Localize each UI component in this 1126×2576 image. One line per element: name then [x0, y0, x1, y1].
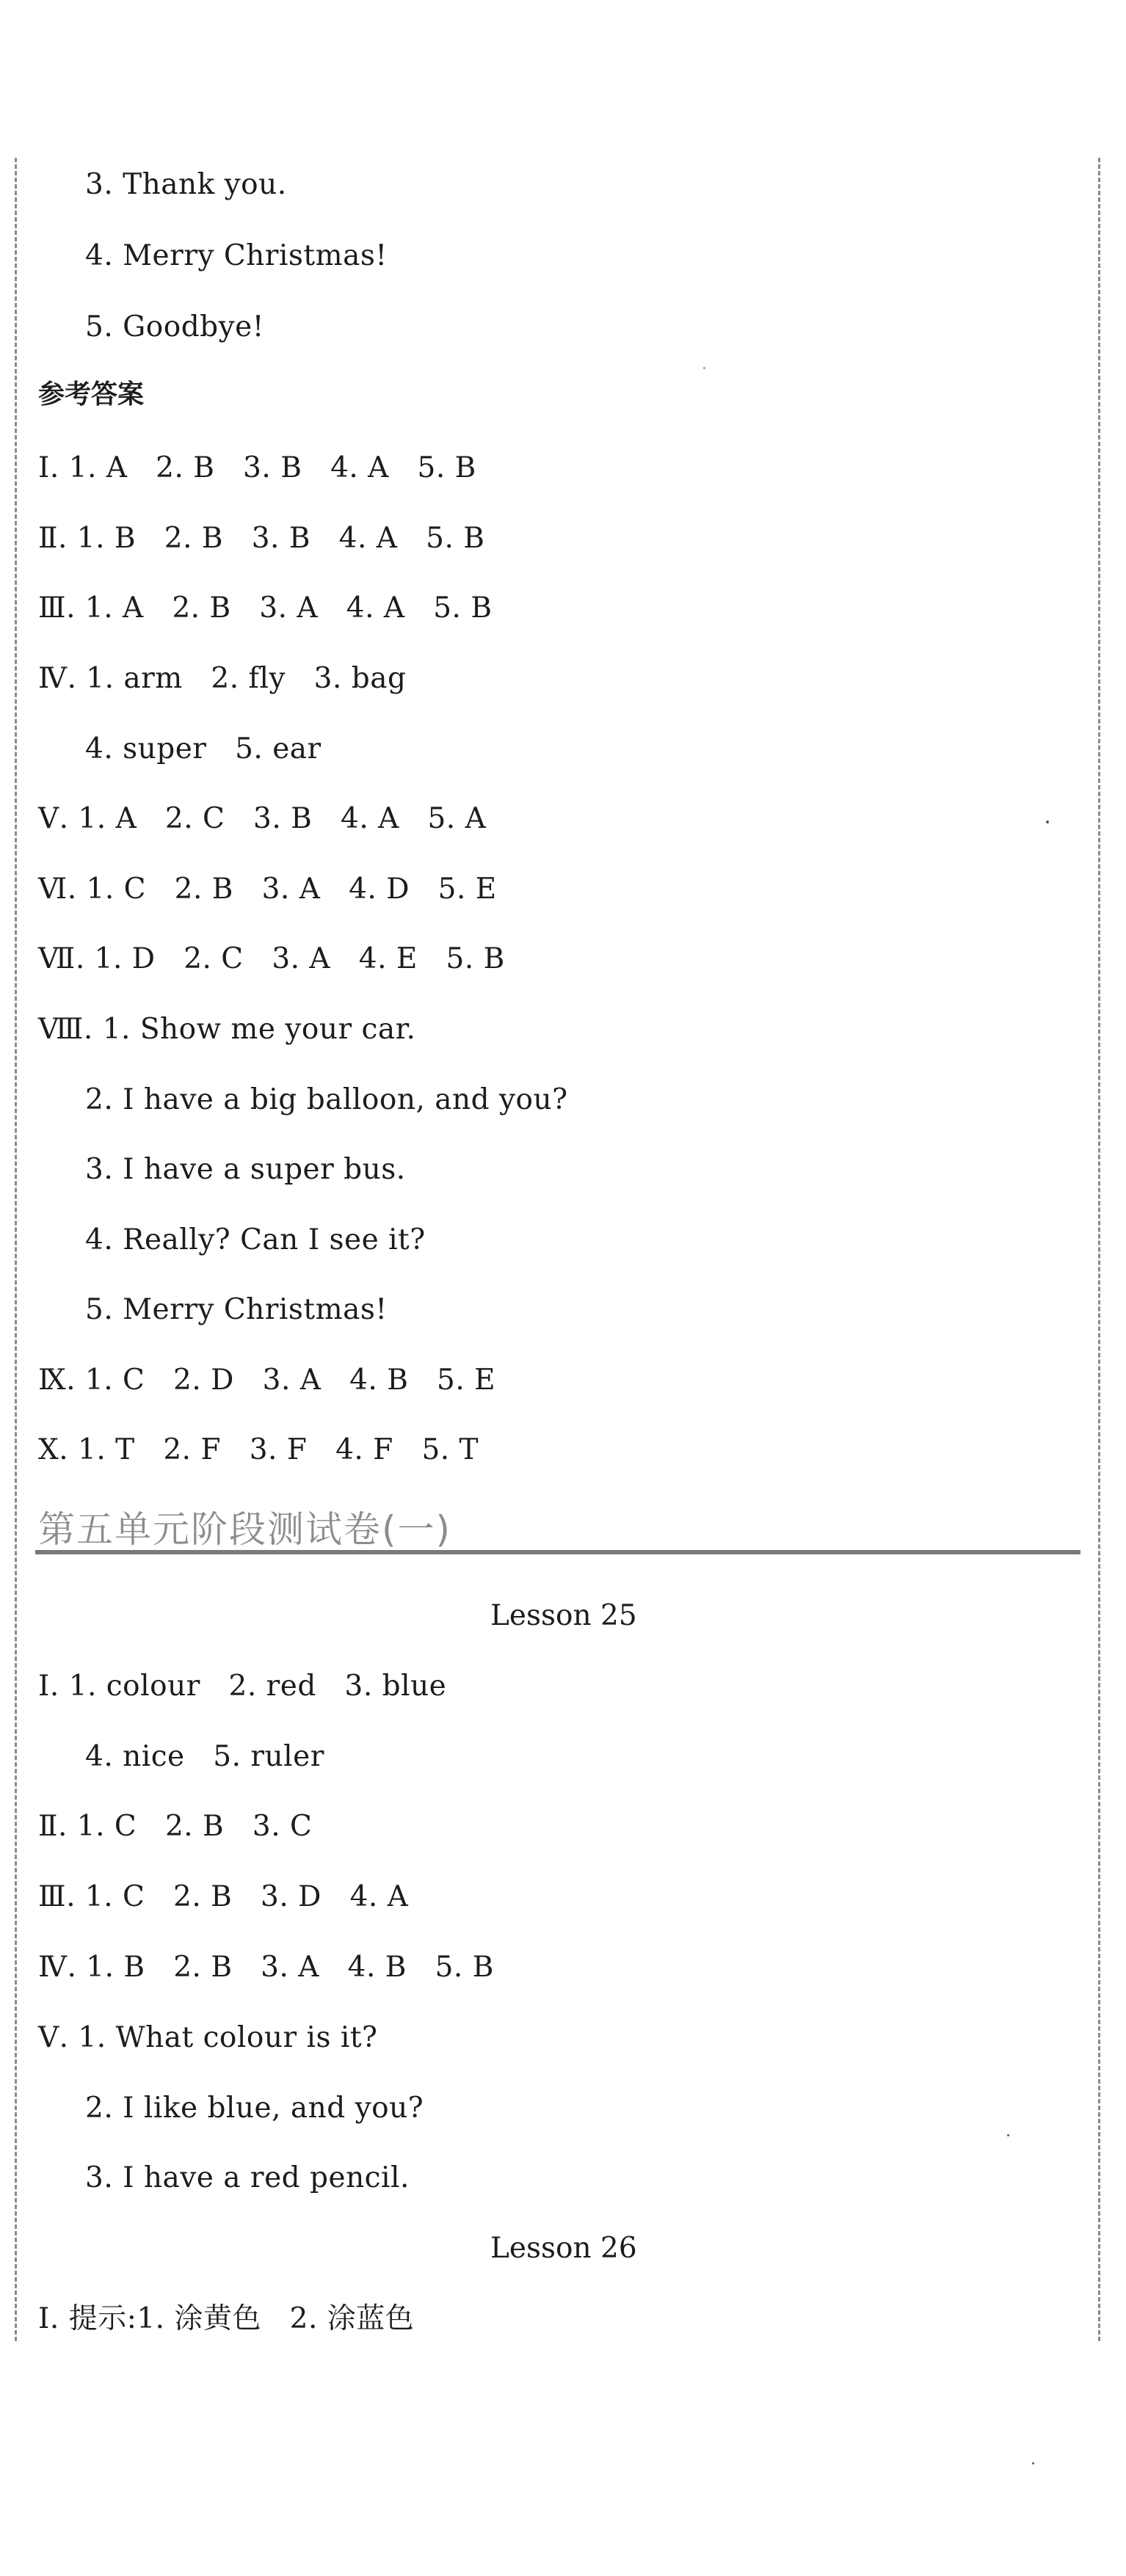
lesson-25-title: Lesson 25: [490, 1599, 637, 1632]
lesson25-line: 3. I have a red pencil.: [85, 2161, 410, 2194]
answer-line: Ⅵ. 1. C 2. B 3. A 4. D 5. E: [38, 873, 497, 906]
answer-line: Ⅶ. 1. D 2. C 3. A 4. E 5. B: [38, 942, 505, 975]
lesson25-line: 2. I like blue, and you?: [85, 2092, 424, 2125]
scan-speck: [1046, 821, 1049, 823]
lesson25-line: Ⅴ. 1. What colour is it?: [38, 2021, 378, 2054]
lesson25-line: 4. nice 5. ruler: [85, 1740, 324, 1773]
answer-line: 3. I have a super bus.: [85, 1153, 406, 1186]
scan-speck: [703, 367, 705, 369]
text-line: 3. Thank you.: [85, 168, 287, 201]
answer-line: 2. I have a big balloon, and you?: [85, 1083, 568, 1116]
answer-line: Ⅰ. 1. A 2. B 3. B 4. A 5. B: [38, 451, 476, 484]
answer-line: Ⅸ. 1. C 2. D 3. A 4. B 5. E: [38, 1364, 496, 1397]
section-divider: [35, 1550, 1080, 1554]
answer-line: Ⅴ. 1. A 2. C 3. B 4. A 5. A: [38, 802, 487, 835]
lesson26-line: Ⅰ. 提示:1. 涂黄色 2. 涂蓝色: [38, 2302, 415, 2335]
text-line: 5. Goodbye!: [85, 310, 264, 343]
lesson25-line: Ⅰ. 1. colour 2. red 3. blue: [38, 1670, 447, 1703]
answer-heading: 参考答案: [38, 379, 145, 410]
answer-line: 4. Really? Can I see it?: [85, 1223, 426, 1256]
lesson25-line: Ⅳ. 1. B 2. B 3. A 4. B 5. B: [38, 1951, 494, 1984]
answer-line: Ⅲ. 1. A 2. B 3. A 4. A 5. B: [38, 592, 493, 625]
answer-line: 5. Merry Christmas!: [85, 1293, 388, 1326]
left-dashed-border: [15, 158, 17, 2341]
answer-line: Ⅳ. 1. arm 2. fly 3. bag: [38, 662, 407, 695]
lesson25-line: Ⅱ. 1. C 2. B 3. C: [38, 1810, 313, 1843]
scan-speck: [1032, 2462, 1034, 2464]
lesson-26-title: Lesson 26: [490, 2232, 637, 2265]
text-line: 4. Merry Christmas!: [85, 239, 388, 272]
answer-line: Ⅹ. 1. T 2. F 3. F 4. F 5. T: [38, 1433, 479, 1466]
right-dashed-border: [1098, 158, 1100, 2341]
scan-speck: [1007, 2134, 1009, 2136]
answer-line: 4. super 5. ear: [85, 732, 322, 765]
answer-line: Ⅱ. 1. B 2. B 3. B 4. A 5. B: [38, 522, 485, 555]
lesson25-line: Ⅲ. 1. C 2. B 3. D 4. A: [38, 1880, 409, 1913]
section-title: 第五单元阶段测试卷(一): [38, 1508, 452, 1551]
answer-line: Ⅷ. 1. Show me your car.: [38, 1013, 416, 1046]
